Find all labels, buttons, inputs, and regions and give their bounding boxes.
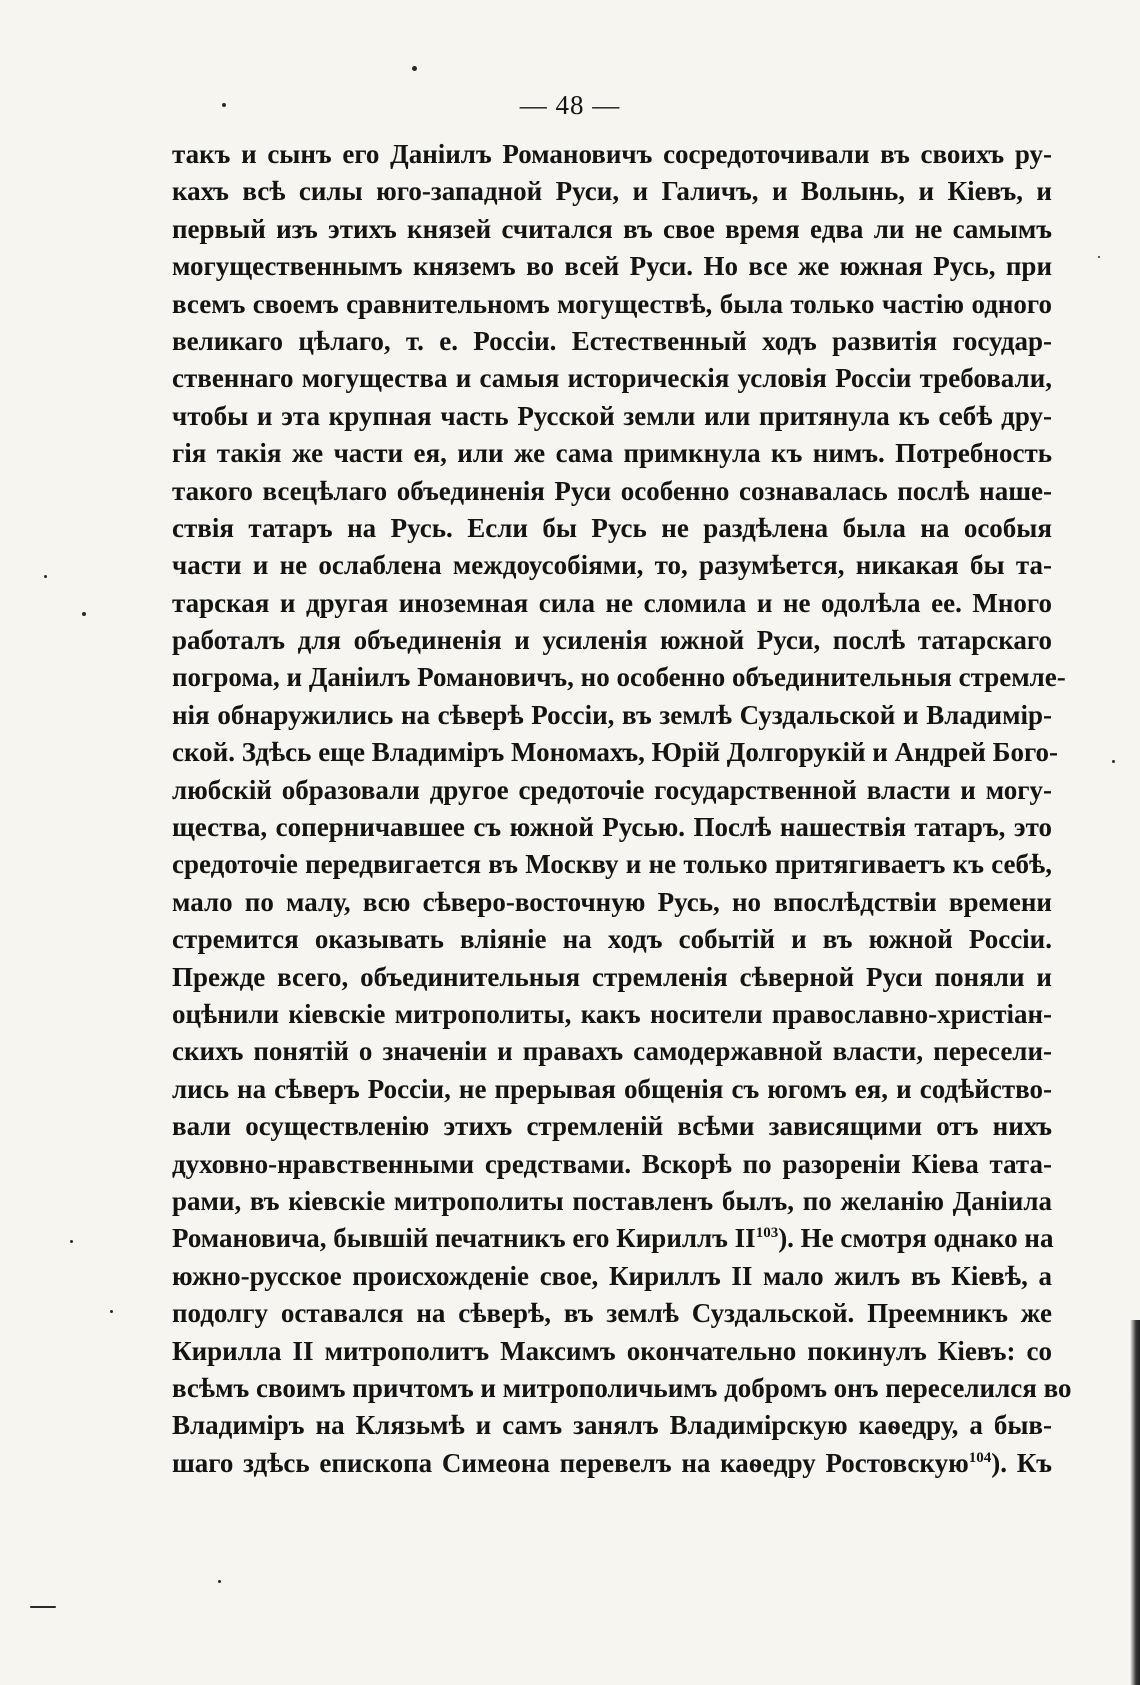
scan-speck [30, 1606, 56, 1608]
footnote-marker: 104 [968, 1449, 992, 1466]
text-line: всѣмъ своимъ причтомъ и митрополичьимъ добромъ онъ переселился во [172, 1372, 1072, 1403]
scan-speck [70, 1240, 73, 1243]
text-segment: ). Не смотря однако на [778, 1223, 1054, 1254]
text-line: всемъ своемъ сравнительномъ могуществѣ, была только частію одного [172, 288, 1052, 319]
text-line: кахъ всѣ силы юго-западной Руси, и Галичъ, и Волынь, и Кіевъ, и [172, 176, 1052, 207]
text-line: мало по малу, всю сѣверо-восточную Русь, но впослѣдствіи времени [172, 886, 1052, 917]
text-line: вали осуществленію этихъ стремленій всѣми зависящими отъ нихъ [172, 1111, 1052, 1142]
text-line: ственнаго могущества и самыя историческія условія Россіи требовали, [172, 363, 1052, 394]
text-line: средоточіе передвигается въ Москву и не только притягиваетъ къ себѣ, [172, 849, 1052, 880]
text-line: такого всецѣлаго объединенія Руси особенно сознавалась послѣ наше- [172, 475, 1052, 506]
page-number: — 48 — [519, 90, 621, 120]
text-line: тарская и другая иноземная сила не сломила и не одолѣла ее. Много [172, 587, 1052, 618]
text-line: рами, въ кіевскіе митрополиты поставленъ былъ, по желанію Даніила [172, 1185, 1052, 1216]
text-line: нія обнаружились на сѣверѣ Россіи, въ землѣ Суздальской и Владимір- [172, 699, 1052, 730]
text-segment: шаго здѣсь епископа Симеона перевелъ на каѳедру Ростовскую [172, 1447, 969, 1478]
text-line: ской. Здѣсь еще Владиміръ Мономахъ, Юрій Долгорукій и Андрей Бого- [172, 737, 1059, 768]
scan-edge-shadow [1130, 1320, 1140, 1685]
scan-speck [44, 575, 47, 578]
text-line: любскій образовали другое средоточіе государственной власти и могу- [172, 774, 1052, 805]
text-segment: ). Къ [991, 1447, 1053, 1478]
text-line: погрома, и Даніилъ Романовичъ, но особенно объединительныя стремле- [172, 662, 1066, 693]
text-line: подолгу оставался на сѣверѣ, въ землѣ Суздальской. Преемникъ же [172, 1298, 1052, 1329]
text-segment: Романовича, бывшій печатникъ его Кириллъ II [172, 1223, 756, 1254]
scan-speck [1112, 760, 1115, 763]
text-line: щества, соперничавшее съ южной Русью. Послѣ нашествія татаръ, это [172, 812, 1052, 843]
text-line: могущественнымъ княземъ во всей Руси. Но все же южная Русь, при [172, 251, 1052, 282]
text-line: гія такія же части ея, или же сама примкнула къ нимъ. Потребность [172, 438, 1052, 469]
text-line: скихъ понятій о значеніи и правахъ самодержавной власти, пересели- [172, 1036, 1052, 1067]
text-line: такъ и сынъ его Даніилъ Романовичъ сосредоточивали въ своихъ ру- [172, 139, 1052, 169]
text-line: Прежде всего, объединительныя стремленія сѣверной Руси поняли и [172, 961, 1052, 992]
text-line: южно-русское происхожденіе свое, Кириллъ II мало жилъ въ Кіевѣ, а [172, 1260, 1052, 1291]
text-line: ствія татаръ на Русь. Если бы Русь не раздѣлена была на особыя [172, 512, 1052, 543]
text-line-with-footnote [172, 1220, 1052, 1257]
text-line: духовно-нравственными средствами. Вскорѣ по разореніи Кіева тата- [172, 1148, 1052, 1179]
text-line: Кирилла II митрополитъ Максимъ окончательно покинулъ Кіевъ: со [172, 1335, 1052, 1366]
text-line: стремится оказывать вліяніе на ходъ событій и въ южной Россіи. [172, 924, 1052, 955]
scan-speck [110, 1310, 113, 1313]
text-line: великаго цѣлаго, т. е. Россіи. Естественный ходъ развитія государ- [172, 325, 1052, 356]
text-line: оцѣнили кіевскіе митрополиты, какъ носители православно-христіан- [172, 998, 1052, 1029]
footnote-marker: 103 [755, 1225, 779, 1242]
scan-speck [82, 612, 86, 616]
scan-speck [222, 103, 226, 107]
text-line: работалъ для объединенія и усиленія южной Руси, послѣ татарскаго [172, 625, 1052, 656]
text-line: Владиміръ на Клязьмѣ и самъ занялъ Владимірскую каѳедру, а быв- [172, 1410, 1052, 1441]
scan-speck [218, 1580, 221, 1583]
text-line: первый изъ этихъ князей считался въ свое время едва ли не самымъ [172, 213, 1052, 244]
text-line: части и не ослаблена междоусобіями, то, разумѣется, никакая бы та- [172, 550, 1052, 581]
scan-speck [412, 66, 417, 71]
text-line-with-footnote [172, 1445, 1052, 1482]
scan-speck [1098, 256, 1100, 258]
text-line: лись на сѣверъ Россіи, не прерывая общенія съ югомъ ея, и содѣйство- [172, 1073, 1052, 1104]
text-line: чтобы и эта крупная часть Русской земли или притянула къ себѣ дру- [172, 400, 1052, 431]
body-text [172, 136, 1072, 1482]
